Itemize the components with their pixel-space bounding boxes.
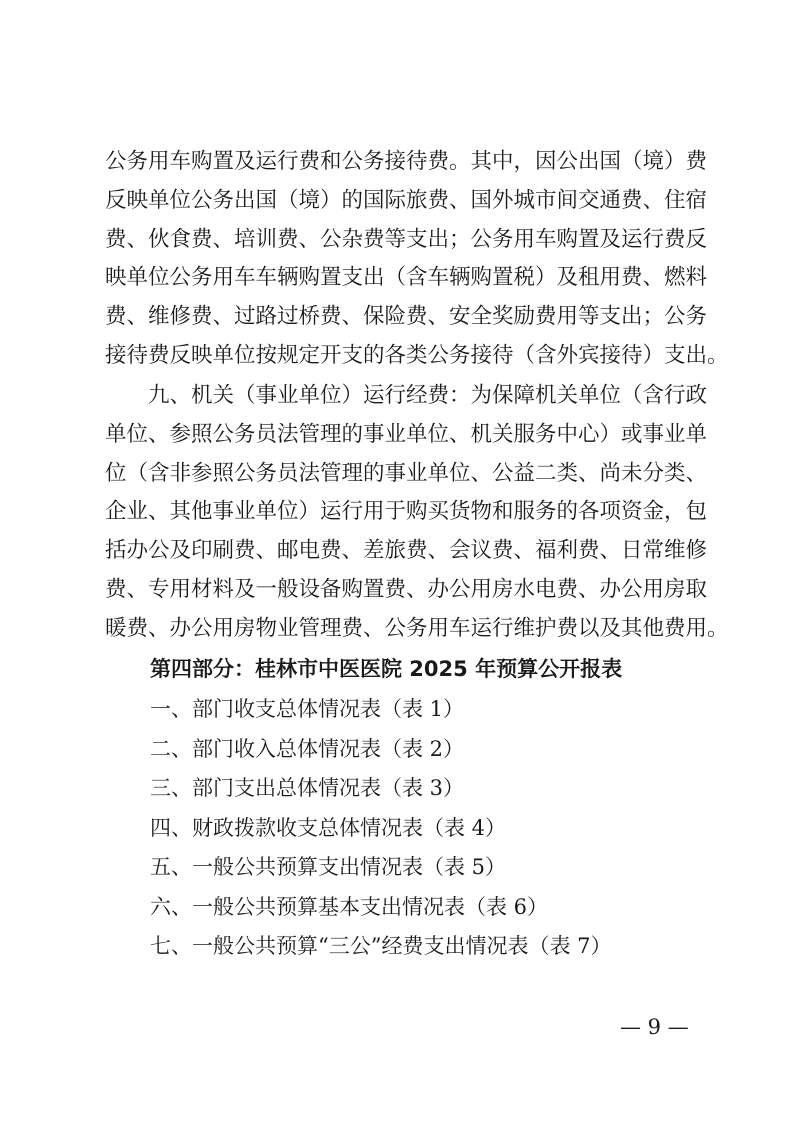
list-item: 五、一般公共预算支出情况表（表 5）	[150, 855, 507, 879]
text-line: 企业、其他事业单位）运行用于购买货物和服务的各项资金，包	[105, 499, 708, 525]
list-item: 七、一般公共预算“三公”经费支出情况表（表 7）	[150, 934, 612, 958]
text-line: 暖费、办公用房物业管理费、公务用车运行维护费以及其他费用。	[105, 615, 729, 641]
text-line: 费、伙食费、培训费、公杂费等支出；公务用车购置及运行费反	[105, 226, 708, 252]
text-line: 位（含非参照公务员法管理的事业单位、公益二类、尚未分类、	[105, 460, 708, 486]
list-item: 三、部门支出总体情况表（表 3）	[150, 776, 465, 800]
text-line: 接待费反映单位按规定开支的各类公务接待（含外宾接待）支出。	[105, 342, 729, 368]
text-line: 费、维修费、过路过桥费、保险费、安全奖励费用等支出；公务	[105, 304, 708, 330]
paragraph-public-expenses	[105, 143, 729, 376]
text-line: 费、专用材料及一般设备购置费、办公用房水电费、办公用房取	[105, 576, 708, 602]
text-line: 映单位公务用车车辆购置支出（含车辆购置税）及租用费、燃料	[105, 265, 708, 291]
list-item: 四、财政拨款收支总体情况表（表 4）	[150, 815, 507, 840]
tables-list	[150, 690, 612, 967]
text-line: 公务用车购置及运行费和公务接待费。其中，因公出国（境）费	[105, 149, 708, 174]
page-number: — 9 —	[620, 1015, 689, 1039]
paragraph-operating-expenses	[105, 377, 729, 649]
text-line: 括办公及印刷费、邮电费、差旅费、会议费、福利费、日常维修	[105, 538, 708, 564]
section-heading: 第四部分：桂林市中医医院 2025 年预算公开报表	[150, 657, 623, 681]
text-line: 九、机关（事业单位）运行经费：为保障机关单位（含行政	[105, 383, 708, 408]
text-line: 反映单位公务出国（境）的国际旅费、国外城市间交通费、住宿	[105, 187, 708, 213]
text-line: 单位、参照公务员法管理的事业单位、机关服务中心）或事业单	[105, 421, 708, 447]
list-item: 二、部门收入总体情况表（表 2）	[150, 736, 465, 761]
list-item: 六、一般公共预算基本支出情况表（表 6）	[150, 894, 549, 919]
list-item: 一、部门收支总体情况表（表 1）	[150, 697, 465, 721]
